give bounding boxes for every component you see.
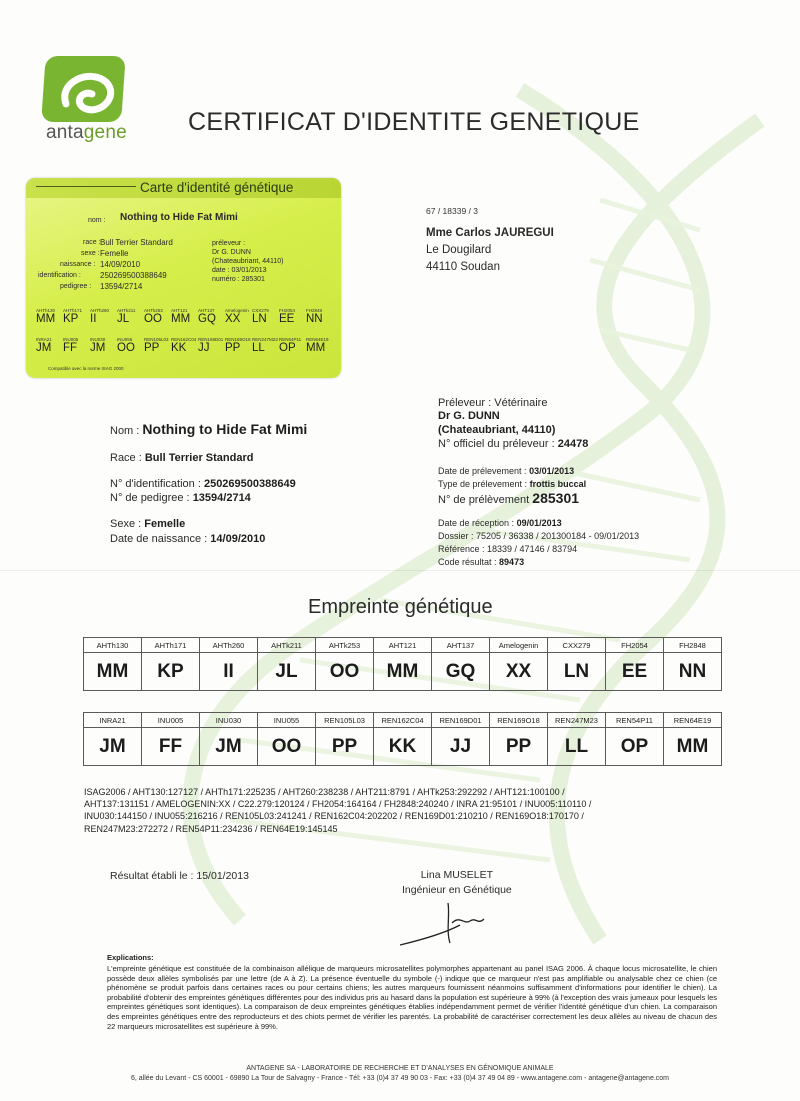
marker-name: INU005 — [142, 713, 200, 728]
preleveur-type-row: Type de prélevement : frottis buccal — [438, 479, 587, 489]
marker-name: AHTk253 — [316, 638, 374, 653]
marker-name: CXX279 — [548, 638, 606, 653]
fold-line — [0, 570, 800, 571]
card-name-label: nom : — [88, 217, 106, 224]
recipient-street: Le Dougilard — [426, 244, 492, 256]
markers-table-2 — [83, 712, 722, 766]
marker-value: FF — [142, 728, 200, 766]
marker-value: MM — [84, 653, 142, 691]
marker-value: JJ — [432, 728, 490, 766]
preleveur-date-row: Date de prélevement : 03/01/2013 — [438, 466, 575, 476]
card-marker: FH2848 NN — [306, 308, 323, 325]
marker-value: LL — [548, 728, 606, 766]
animal-name: Nothing to Hide Fat Mimi — [142, 421, 308, 437]
card-markers-row-2 — [36, 337, 336, 354]
logo-wordmark: antagene — [46, 122, 127, 143]
animal-race: Bull Terrier Standard — [144, 452, 254, 464]
animal-pedigree: 13594/2714 — [192, 492, 251, 504]
marker-name: REN169O18 — [490, 713, 548, 728]
card-marker: Amelogenin XX — [225, 308, 249, 325]
preleveur-officiel-row: N° officiel du préleveur : 24478 — [438, 438, 589, 450]
card-marker: INU030 JM — [90, 337, 106, 354]
marker-value: PP — [316, 728, 374, 766]
card-pedigree-label: pedigree : — [60, 283, 92, 290]
marker-name: INU055 — [258, 713, 316, 728]
empreinte-title: Empreinte génétique — [308, 596, 493, 618]
marker-value: JM — [200, 728, 258, 766]
card-marker: FH2054 EE — [279, 308, 296, 325]
marker-value: PP — [490, 728, 548, 766]
animal-sexe: Femelle — [144, 518, 186, 530]
marker-value: EE — [606, 653, 664, 691]
card-race: Bull Terrier Standard — [100, 238, 173, 247]
card-marker: AHT137 GQ — [198, 308, 216, 325]
marker-name: AHTh260 — [200, 638, 258, 653]
card-marker: INU005 FF — [63, 337, 79, 354]
preleveur-num-row: N° de prélèvement 285301 — [438, 490, 580, 506]
card-marker: REN169D01 JJ — [198, 337, 224, 354]
code-result-row: Code résultat : 89473 — [438, 557, 525, 567]
isag-line: ISAG2006 / AHT130:127127 / AHTh171:225235 / AHT260:238238 / AHT211:8791 / AHTk253:292292 / AHT121:100100 / — [84, 787, 565, 797]
card-preleveur-num: numéro : 285301 — [212, 276, 265, 283]
marker-value: JL — [258, 653, 316, 691]
card-marker: CXX279 LN — [252, 308, 269, 325]
marker-value: OP — [606, 728, 664, 766]
marker-name: AHTh171 — [142, 638, 200, 653]
marker-name: REN162C04 — [374, 713, 432, 728]
reception-row: Date de réception : 09/01/2013 — [438, 518, 562, 528]
card-preleveur-label: préleveur : — [212, 240, 246, 247]
marker-value: MM — [374, 653, 432, 691]
signature-icon — [390, 895, 500, 950]
marker-name: FH2054 — [606, 638, 664, 653]
card-naissance-label: naissance : — [60, 261, 96, 268]
card-marker: REN247M23 LL — [252, 337, 278, 354]
marker-name: REN169D01 — [432, 713, 490, 728]
markers-table-1 — [83, 637, 722, 691]
marker-name: AHT137 — [432, 638, 490, 653]
card-marker: AHTh130 MM — [36, 308, 56, 325]
isag-alleles — [84, 786, 724, 835]
card-footer: Compatible avec la norme ISAG 2000 — [48, 366, 124, 371]
animal-birth: 14/09/2010 — [210, 533, 266, 545]
card-markers-row-1 — [36, 308, 336, 325]
animal-sexe-row: Sexe : Femelle — [110, 518, 186, 530]
animal-id: 250269500388649 — [203, 478, 296, 490]
marker-value: OO — [258, 728, 316, 766]
address-code: 67 / 18339 / 3 — [426, 206, 478, 216]
preleveur-city: (Chateaubriant, 44110) — [438, 424, 556, 436]
signer-role: Ingénieur en Génétique — [402, 884, 512, 896]
preleveur-name: Dr G. DUNN — [438, 410, 500, 422]
marker-name: REN54P11 — [606, 713, 664, 728]
card-pedigree: 13594/2714 — [100, 282, 143, 291]
card-marker: AHTk253 OO — [144, 308, 163, 325]
result-date: Résultat établi le : 15/01/2013 — [110, 870, 249, 882]
preleveur-title: Préleveur : Vétérinaire — [438, 397, 548, 409]
card-marker: REN64E19 MM — [306, 337, 329, 354]
signer-name: Lina MUSELET — [420, 869, 494, 881]
card-preleveur-date: date : 03/01/2013 — [212, 267, 267, 274]
marker-value: MM — [664, 728, 722, 766]
marker-name: REN247M23 — [548, 713, 606, 728]
card-marker: REN105L03 PP — [144, 337, 169, 354]
isag-line: REN247M23:272272 / REN54P11:234236 / REN64E19:145145 — [84, 823, 338, 834]
animal-birth-row: Date de naissance : 14/09/2010 — [110, 533, 266, 545]
marker-value: II — [200, 653, 258, 691]
recipient-address — [426, 225, 554, 276]
card-marker: REN169O18 PP — [225, 337, 251, 354]
card-arrow — [36, 186, 136, 187]
card-preleveur-name: Dr G. DUNN — [212, 249, 251, 256]
isag-line: AHT137:131151 / AMELOGENIN:XX / C22.279:120124 / FH2054:164164 / FH2848:240240 / INRA 21:95101 / INU005:110110 / — [84, 799, 592, 810]
recipient-city: 44110 Soudan — [426, 261, 500, 273]
explications-text: L'empreinte génétique est constituée de la combinaison allélique de marqueurs microsatellites polymorphes appartenant au panel ISAG 2006. À chaque locus microsatellite, le chien possède deux allèles symbolisés par une lettre (de A à Z). La présence éventuelle du symbole (-) indique que ce marqueur n'est pas amplifiable ou analysable chez ce chien (ce phénomène se produit parfois dans certaines races ou pour certains chiens; les autres marqueurs fournissent néanmoins suffisamment d'informations pour identifier le chien). La probabilité d'obtenir des empreintes génétiques différentes pour des individus pris au hasard dans la population est supérieure à 99% (à l'exception des vrais jumeaux pour lesquels les empreintes génétiques sont identiques). La comparaison de deux empreintes génétiques établies indépendamment permet de vérifier l'identité génétique d'un chien. La comparaison des empreintes génétiques entre des reproducteurs et des chiots permet de vérifier les parentés. La probabilité de caractériser correctement les deux allèles au niveau de chacun des 22 marqueurs microsatellites est supérieure à 99%. — [107, 964, 717, 1031]
marker-value: OO — [316, 653, 374, 691]
marker-name: Amelogenin — [490, 638, 548, 653]
marker-name: AHTh130 — [84, 638, 142, 653]
card-marker: AHT121 MM — [171, 308, 191, 325]
dossier-row: Dossier : 75205 / 36338 / 201300184 - 09/01/2013 — [438, 531, 640, 541]
marker-name: REN64E19 — [664, 713, 722, 728]
marker-name: AHTk211 — [258, 638, 316, 653]
card-id: 250269500388649 — [100, 271, 167, 280]
recipient-name: Mme Carlos JAUREGUI — [426, 227, 554, 239]
card-sexe: Femelle — [100, 249, 129, 258]
card-title: Carte d'identité génétique — [140, 180, 294, 195]
isag-line: INU030:144150 / INU055:216216 / REN105L03:241241 / REN162C04:202202 / REN169D01:210210 / REN169O18:170170 / — [84, 811, 584, 822]
card-marker: REN54P11 OP — [279, 337, 302, 354]
marker-name: AHT121 — [374, 638, 432, 653]
marker-value: XX — [490, 653, 548, 691]
marker-name: FH2848 — [664, 638, 722, 653]
page-title: CERTIFICAT D'IDENTITE GENETIQUE — [188, 108, 640, 136]
footer-lab: ANTAGENE SA - LABORATOIRE DE RECHERCHE ET D'ANALYSES EN GÉNOMIQUE ANIMALE — [246, 1065, 554, 1072]
reference-row: Référence : 18339 / 47146 / 83794 — [438, 544, 578, 554]
card-marker: INU055 OO — [117, 337, 135, 354]
card-name: Nothing to Hide Fat Mimi — [120, 212, 238, 223]
card-marker: INRA21 JM — [36, 337, 52, 354]
animal-race-row: Race : Bull Terrier Standard — [110, 452, 254, 464]
card-marker: AHTh260 II — [90, 308, 110, 325]
card-sexe-label: sexe : — [81, 250, 100, 257]
card-id-label: identification : — [38, 272, 81, 279]
signer-block — [402, 868, 512, 898]
marker-name: INU030 — [200, 713, 258, 728]
marker-value: LN — [548, 653, 606, 691]
marker-name: REN105L03 — [316, 713, 374, 728]
marker-value: NN — [664, 653, 722, 691]
genetic-id-card — [26, 178, 341, 378]
animal-id-row: N° d'identification : 250269500388649 — [110, 478, 296, 490]
card-naissance: 14/09/2010 — [100, 260, 141, 269]
marker-value: JM — [84, 728, 142, 766]
footer-address: 6, allée du Levant - CS 60001 - 69890 La Tour de Salvagny - France - Tél: +33 (0)4 37 49 90 03 - Fax: +33 (0)4 37 49 04 89 - www.antagene.com - antagene@antagene.com — [130, 1075, 670, 1082]
card-preleveur-city: (Chateaubriant, 44110) — [212, 258, 284, 265]
card-marker: REN162C04 KK — [171, 337, 197, 354]
marker-name: INRA21 — [84, 713, 142, 728]
marker-value: KK — [374, 728, 432, 766]
marker-value: KP — [142, 653, 200, 691]
animal-name-row: Nom : Nothing to Hide Fat Mimi — [110, 421, 308, 437]
marker-value: GQ — [432, 653, 490, 691]
animal-pedigree-row: N° de pedigree : 13594/2714 — [110, 492, 251, 504]
card-marker: AHTh171 KP — [63, 308, 83, 325]
card-race-label: race : — [83, 239, 101, 246]
card-marker: AHTk211 JL — [117, 308, 136, 325]
explications-title: Explications: — [107, 953, 154, 962]
